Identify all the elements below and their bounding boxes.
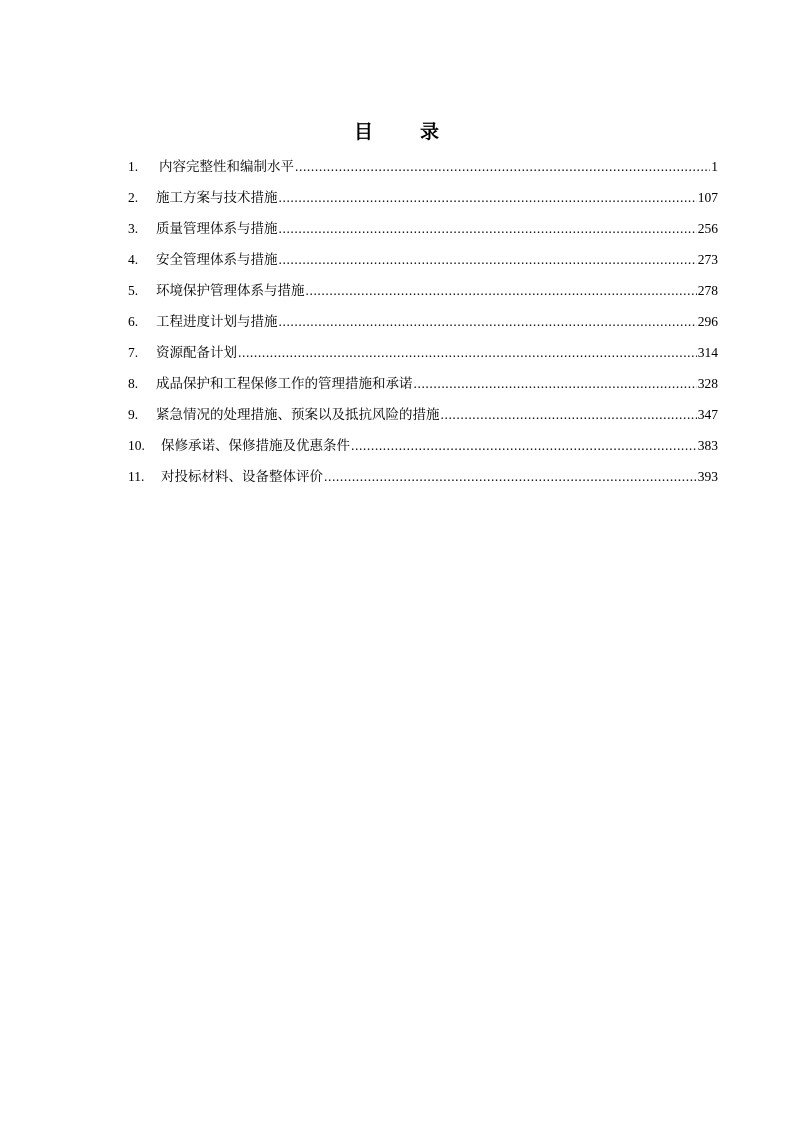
toc-entry-number: 2.: [128, 190, 139, 205]
toc-dot-leader: [306, 275, 697, 306]
toc-entry-number: 6.: [128, 314, 139, 329]
toc-entry[interactable]: [128, 213, 718, 244]
toc-entry-number: 3.: [128, 221, 139, 236]
toc-entry-number: 8.: [128, 376, 139, 391]
toc-entry-page: 256: [697, 221, 718, 236]
toc-list: [128, 151, 718, 492]
toc-entry-label: 保修承诺、保修措施及优惠条件: [161, 438, 350, 454]
toc-entry-number: 10.: [128, 438, 145, 453]
toc-entry[interactable]: [128, 368, 718, 399]
toc-dot-leader: [441, 399, 697, 430]
toc-dot-leader: [279, 244, 697, 275]
toc-entry[interactable]: [128, 275, 718, 306]
toc-entry[interactable]: [128, 151, 718, 182]
toc-dot-leader: [279, 306, 697, 337]
toc-entry-page: 328: [697, 376, 718, 391]
toc-entry-page: 347: [697, 407, 718, 422]
toc-entry[interactable]: [128, 337, 718, 368]
toc-entry[interactable]: [128, 182, 718, 213]
toc-entry-page: 314: [697, 345, 718, 360]
toc-dot-leader: [279, 213, 697, 244]
toc-entry[interactable]: [128, 430, 718, 461]
toc-entry-label: 工程进度计划与措施: [156, 314, 278, 330]
toc-entry[interactable]: [128, 244, 718, 275]
toc-entry-page: 383: [697, 438, 718, 453]
toc-dot-leader: [295, 151, 710, 182]
toc-dot-leader: [279, 182, 697, 213]
toc-entry-page: 278: [697, 283, 718, 298]
toc-entry-page: 273: [697, 252, 718, 267]
toc-entry-number: 5.: [128, 283, 139, 298]
toc-entry-label: 质量管理体系与措施: [156, 221, 278, 237]
toc-entry-label: 施工方案与技术措施: [156, 190, 278, 206]
toc-entry-number: 11.: [128, 469, 145, 484]
toc-entry-number: 4.: [128, 252, 139, 267]
toc-entry-label: 安全管理体系与措施: [156, 252, 278, 268]
toc-entry-label: 内容完整性和编制水平: [159, 159, 294, 175]
toc-entry-label: 对投标材料、设备整体评价: [161, 469, 323, 485]
toc-entry[interactable]: [128, 461, 718, 492]
toc-entry[interactable]: [128, 306, 718, 337]
toc-entry-page: 393: [697, 469, 718, 484]
toc-title: 目 录: [353, 121, 453, 143]
toc-entry-number: 9.: [128, 407, 139, 422]
toc-entry-number: 1.: [128, 159, 139, 174]
toc-entry[interactable]: [128, 399, 718, 430]
toc-dot-leader: [238, 337, 697, 368]
toc-entry-label: 资源配备计划: [156, 345, 237, 361]
toc-entry-page: 1: [711, 159, 718, 174]
toc-dot-leader: [351, 430, 697, 461]
toc-entry-label: 成品保护和工程保修工作的管理措施和承诺: [156, 376, 413, 392]
toc-dot-leader: [414, 368, 697, 399]
toc-entry-number: 7.: [128, 345, 139, 360]
toc-entry-label: 环境保护管理体系与措施: [156, 283, 305, 299]
toc-entry-label: 紧急情况的处理措施、预案以及抵抗风险的措施: [156, 407, 440, 423]
toc-dot-leader: [324, 461, 697, 492]
toc-entry-page: 107: [697, 190, 718, 205]
toc-entry-page: 296: [697, 314, 718, 329]
